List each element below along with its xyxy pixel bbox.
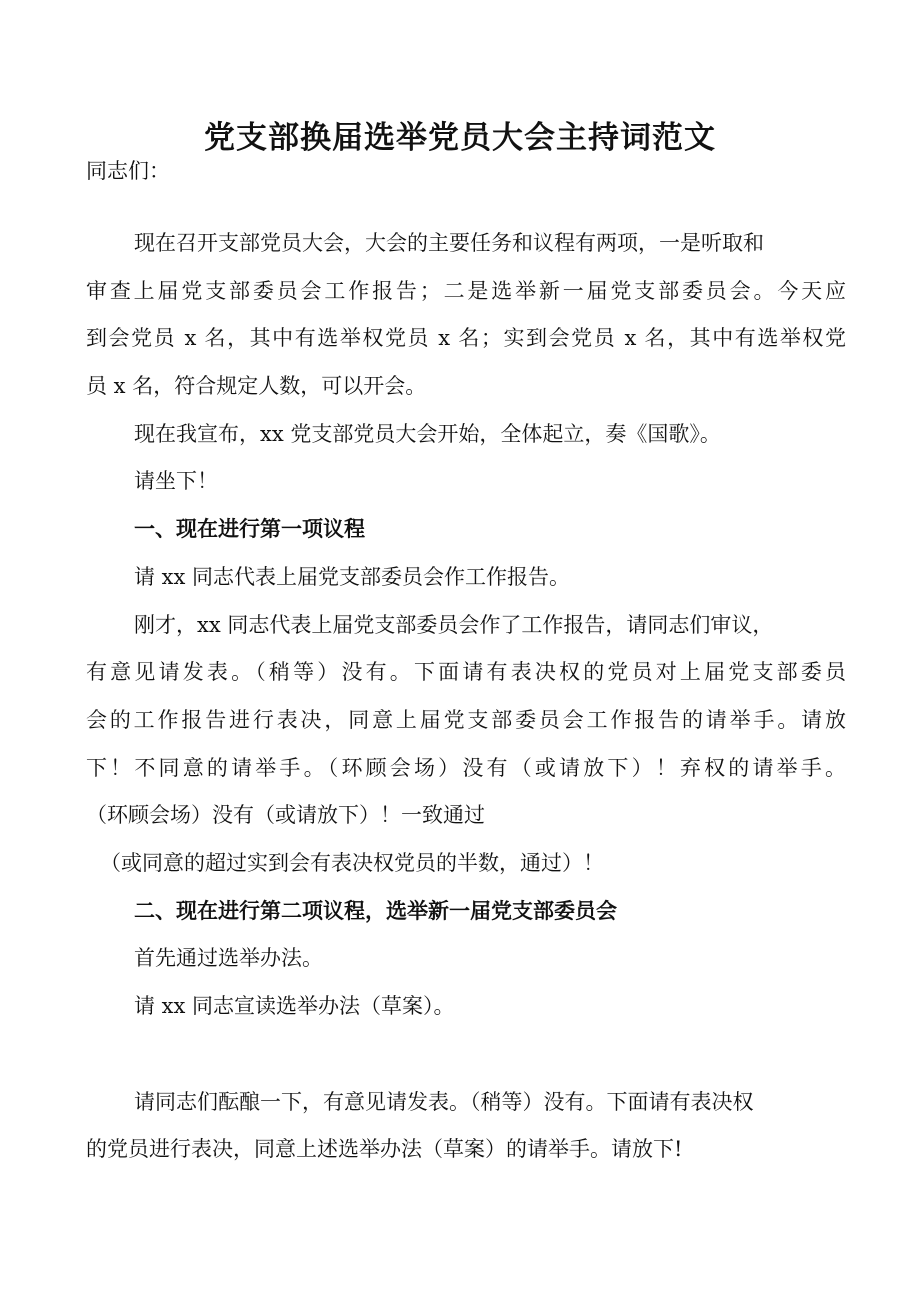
section-heading: 二、现在进行第二项议程，选举新一届党支部委员会	[134, 899, 617, 923]
paragraph-line: 到会党员 x 名，其中有选举权党员 x 名；实到会党员 x 名，其中有选举权党	[86, 326, 846, 350]
paragraph-line: 请坐下！	[134, 469, 218, 493]
paragraph-line: 首先通过选举办法。	[134, 946, 323, 970]
section-heading: 一、现在进行第一项议程	[134, 517, 365, 541]
paragraph-line: 现在我宣布，xx 党支部党员大会开始，全体起立，奏《国歌》。	[134, 422, 721, 446]
paragraph-line: 下！不同意的请举手。（环顾会场）没有（或请放下）！弃权的请举手。	[86, 756, 846, 780]
paragraph-line: 请 xx 同志代表上届党支部委员会作工作报告。	[134, 565, 571, 589]
paragraph-line: 会的工作报告进行表决，同意上届党支部委员会工作报告的请举手。请放	[86, 708, 846, 732]
paragraph-line: 的党员进行表决，同意上述选举办法（草案）的请举手。请放下!	[86, 1137, 683, 1161]
paragraph-line: 请同志们酝酿一下，有意见请发表。（稍等）没有。下面请有表决权	[134, 1090, 754, 1114]
paragraph-line: （环顾会场）没有（或请放下）！一致通过	[86, 803, 485, 827]
paragraph-line: 请 xx 同志宣读选举办法（草案）。	[134, 994, 455, 1018]
paragraph-line: （或同意的超过实到会有表决权党员的半数，通过）！	[100, 851, 604, 875]
salutation: 同志们：	[86, 159, 170, 183]
paragraph-line: 有意见请发表。（稍等）没有。下面请有表决权的党员对上届党支部委员	[86, 660, 846, 684]
paragraph-line: 审查上届党支部委员会工作报告；二是选举新一届党支部委员会。今天应	[86, 279, 846, 303]
paragraph-line: 现在召开支部党员大会，大会的主要任务和议程有两项，一是听取和	[134, 231, 764, 255]
paragraph-line: 刚才，xx 同志代表上届党支部委员会作了工作报告，请同志们审议，	[134, 613, 774, 637]
paragraph-line: 员 x 名，符合规定人数，可以开会。	[86, 374, 427, 398]
document-title: 党支部换届选举党员大会主持词范文	[204, 120, 716, 156]
